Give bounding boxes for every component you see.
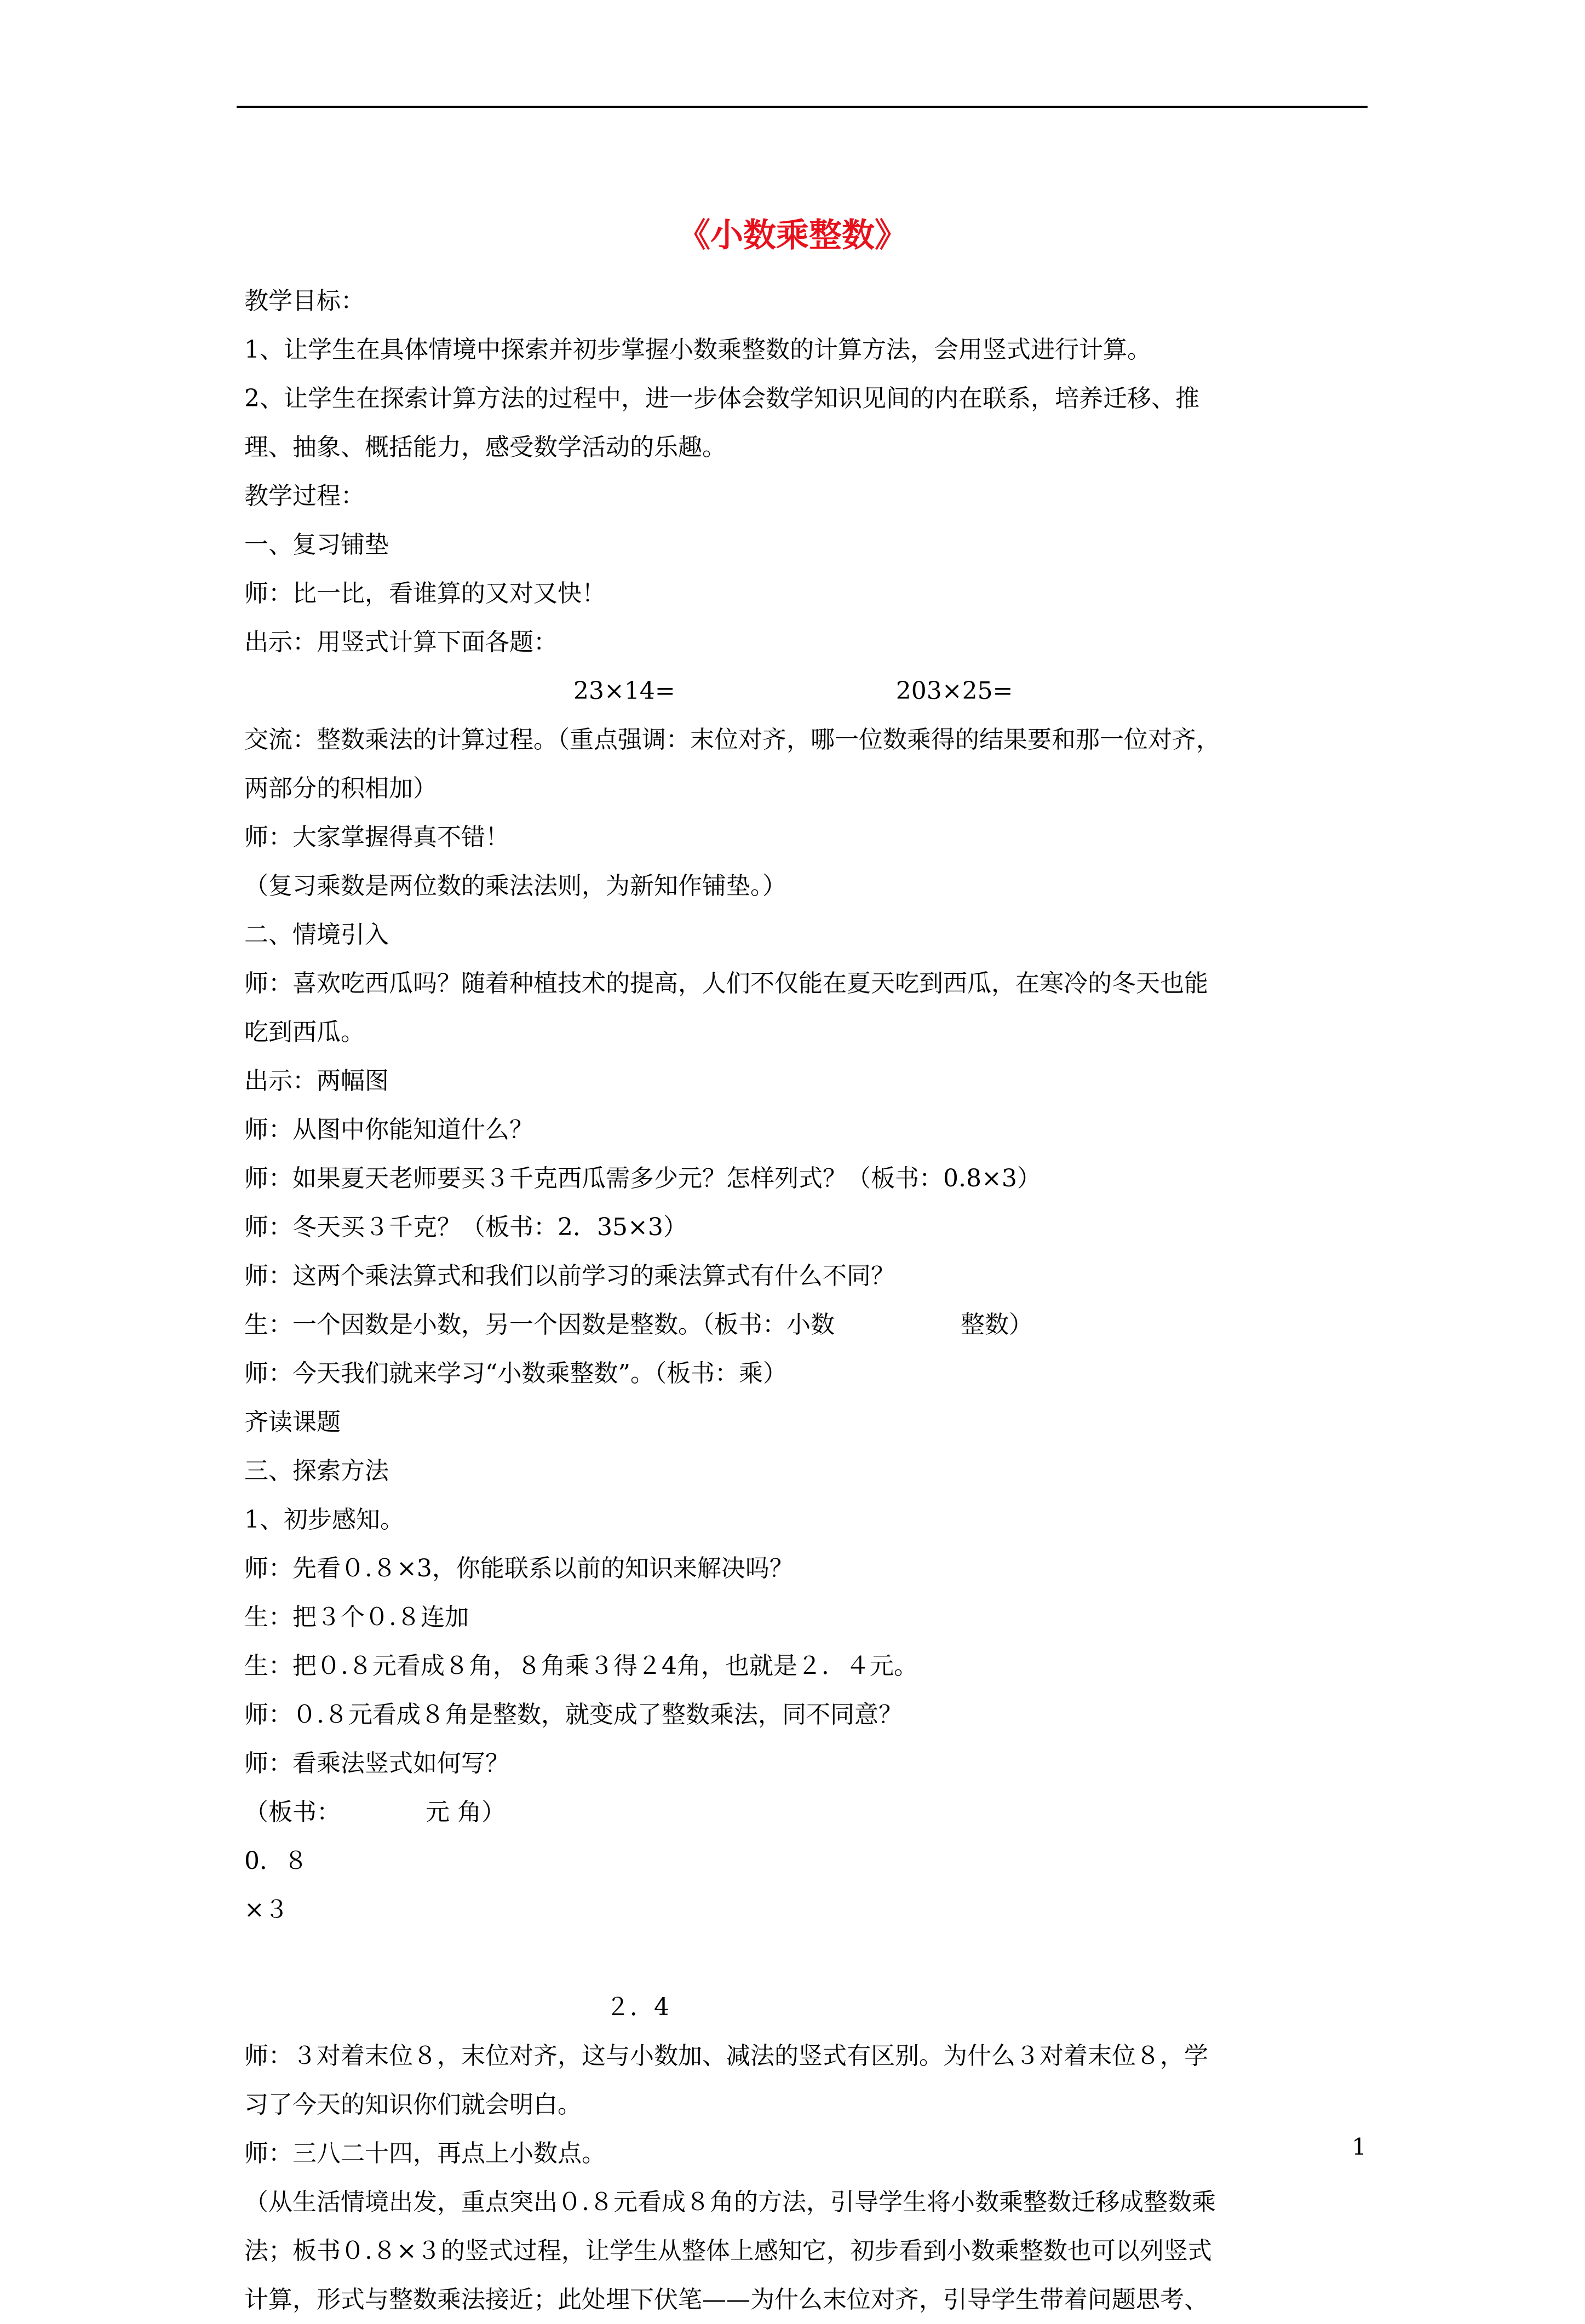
- blank-line: [244, 1934, 1367, 1983]
- document-title: 《小数乘整数》: [677, 216, 908, 255]
- document-body: [244, 277, 1367, 2324]
- paragraph-line: 师：０.８元看成８角是整数，就变成了整数乘法，同不同意？: [244, 1701, 903, 1729]
- header-rule: [237, 106, 1368, 108]
- line-part: 生：一个因数是小数，另一个因数是整数。（板书：小数: [244, 1311, 835, 1339]
- paragraph-line: 师：从图中你能知道什么？: [244, 1116, 533, 1144]
- paragraph-line: 理、抽象、概括能力，感受数学活动的乐趣。: [244, 433, 726, 461]
- paragraph-line: 师：今天我们就来学习“小数乘整数”。（板书：乘）: [244, 1359, 787, 1387]
- paragraph-line: 生：把３个０.８连加: [244, 1603, 469, 1631]
- vertical-calc-line: ×３: [244, 1896, 289, 1924]
- paragraph-line: 师：３对着末位８，末位对齐，这与小数加、减法的竖式有区别。为什么３对着末位８，学: [244, 2042, 1208, 2070]
- paragraph-line: 齐读课题: [244, 1408, 341, 1436]
- section-heading: 一、复习铺垫: [244, 531, 389, 559]
- paragraph-line: （复习乘数是两位数的乘法法则，为新知作铺垫。）: [244, 872, 786, 900]
- board-note: [244, 1788, 1367, 1837]
- paragraph-line: 吃到西瓜。: [244, 1018, 365, 1046]
- exercise-1: 23×14=: [573, 677, 675, 705]
- line-part: 整数）: [961, 1311, 1033, 1339]
- paragraph-line: 师：这两个乘法算式和我们以前学习的乘法算式有什么不同？: [244, 1262, 895, 1290]
- paragraph-line: 计算，形式与整数乘法接近；此处埋下伏笔——为什么末位对齐，引导学生带着问题思考、: [244, 2286, 1208, 2314]
- paragraph-line: 两部分的积相加）: [244, 774, 437, 802]
- paragraph-line: 1、让学生在具体情境中探索并初步掌握小数乘整数的计算方法，会用竖式进行计算。: [244, 336, 1151, 364]
- paragraph-line: [244, 1300, 1367, 1349]
- vertical-calc-result: [244, 1983, 1367, 2032]
- exercise-row: [244, 667, 1367, 715]
- calc-result: ２．4: [606, 1993, 669, 2021]
- paragraph-line: 师：先看０.８×3，你能联系以前的知识来解决吗？: [244, 1554, 794, 1582]
- paragraph-line: 师：如果夏天老师要买３千克西瓜需多少元？怎样列式？（板书：0.8×3）: [244, 1164, 1041, 1192]
- section-label: 教学过程：: [244, 482, 365, 510]
- paragraph-line: 1、初步感知。: [244, 1506, 404, 1534]
- line-part: 元 角）: [426, 1798, 506, 1826]
- paragraph-line: 出示：两幅图: [244, 1067, 389, 1095]
- section-label: 教学目标：: [244, 287, 365, 315]
- paragraph-line: 师：喜欢吃西瓜吗？随着种植技术的提高，人们不仅能在夏天吃到西瓜，在寒冷的冬天也能: [244, 969, 1208, 997]
- paragraph-line: 师：比一比，看谁算的又对又快！: [244, 579, 606, 607]
- page-number: 1: [1352, 2133, 1366, 2160]
- section-heading: 二、情境引入: [244, 921, 389, 949]
- line-part: （板书：: [244, 1798, 341, 1826]
- vertical-calc-line: 0．８: [244, 1847, 308, 1875]
- paragraph-line: （从生活情境出发，重点突出０.８元看成８角的方法，引导学生将小数乘整数迁移成整数乘: [244, 2188, 1216, 2216]
- paragraph-line: 师：大家掌握得真不错！: [244, 823, 509, 851]
- paragraph-line: 师：看乘法竖式如何写？: [244, 1749, 509, 1777]
- section-heading: 三、探索方法: [244, 1457, 389, 1485]
- paragraph-line: 师：三八二十四，再点上小数点。: [244, 2139, 606, 2167]
- paragraph-line: 2、让学生在探索计算方法的过程中，进一步体会数学知识见间的内在联系，培养迁移、推: [244, 385, 1199, 412]
- paragraph-line: 出示：用竖式计算下面各题：: [244, 628, 558, 656]
- paragraph-line: 法；板书０.８×３的竖式过程，让学生从整体上感知它，初步看到小数乘整数也可以列竖式: [244, 2237, 1212, 2265]
- paragraph-line: 生：把０.８元看成８角，８角乘３得２4角，也就是２．４元。: [244, 1652, 918, 1680]
- paragraph-line: 师：冬天买３千克？（板书：2．35×3）: [244, 1213, 687, 1241]
- exercise-2: 203×25=: [895, 677, 1013, 705]
- paragraph-line: 习了今天的知识你们就会明白。: [244, 2091, 582, 2119]
- paragraph-line: 交流：整数乘法的计算过程。（重点强调：末位对齐，哪一位数乘得的结果要和那一位对齐，: [244, 726, 1220, 754]
